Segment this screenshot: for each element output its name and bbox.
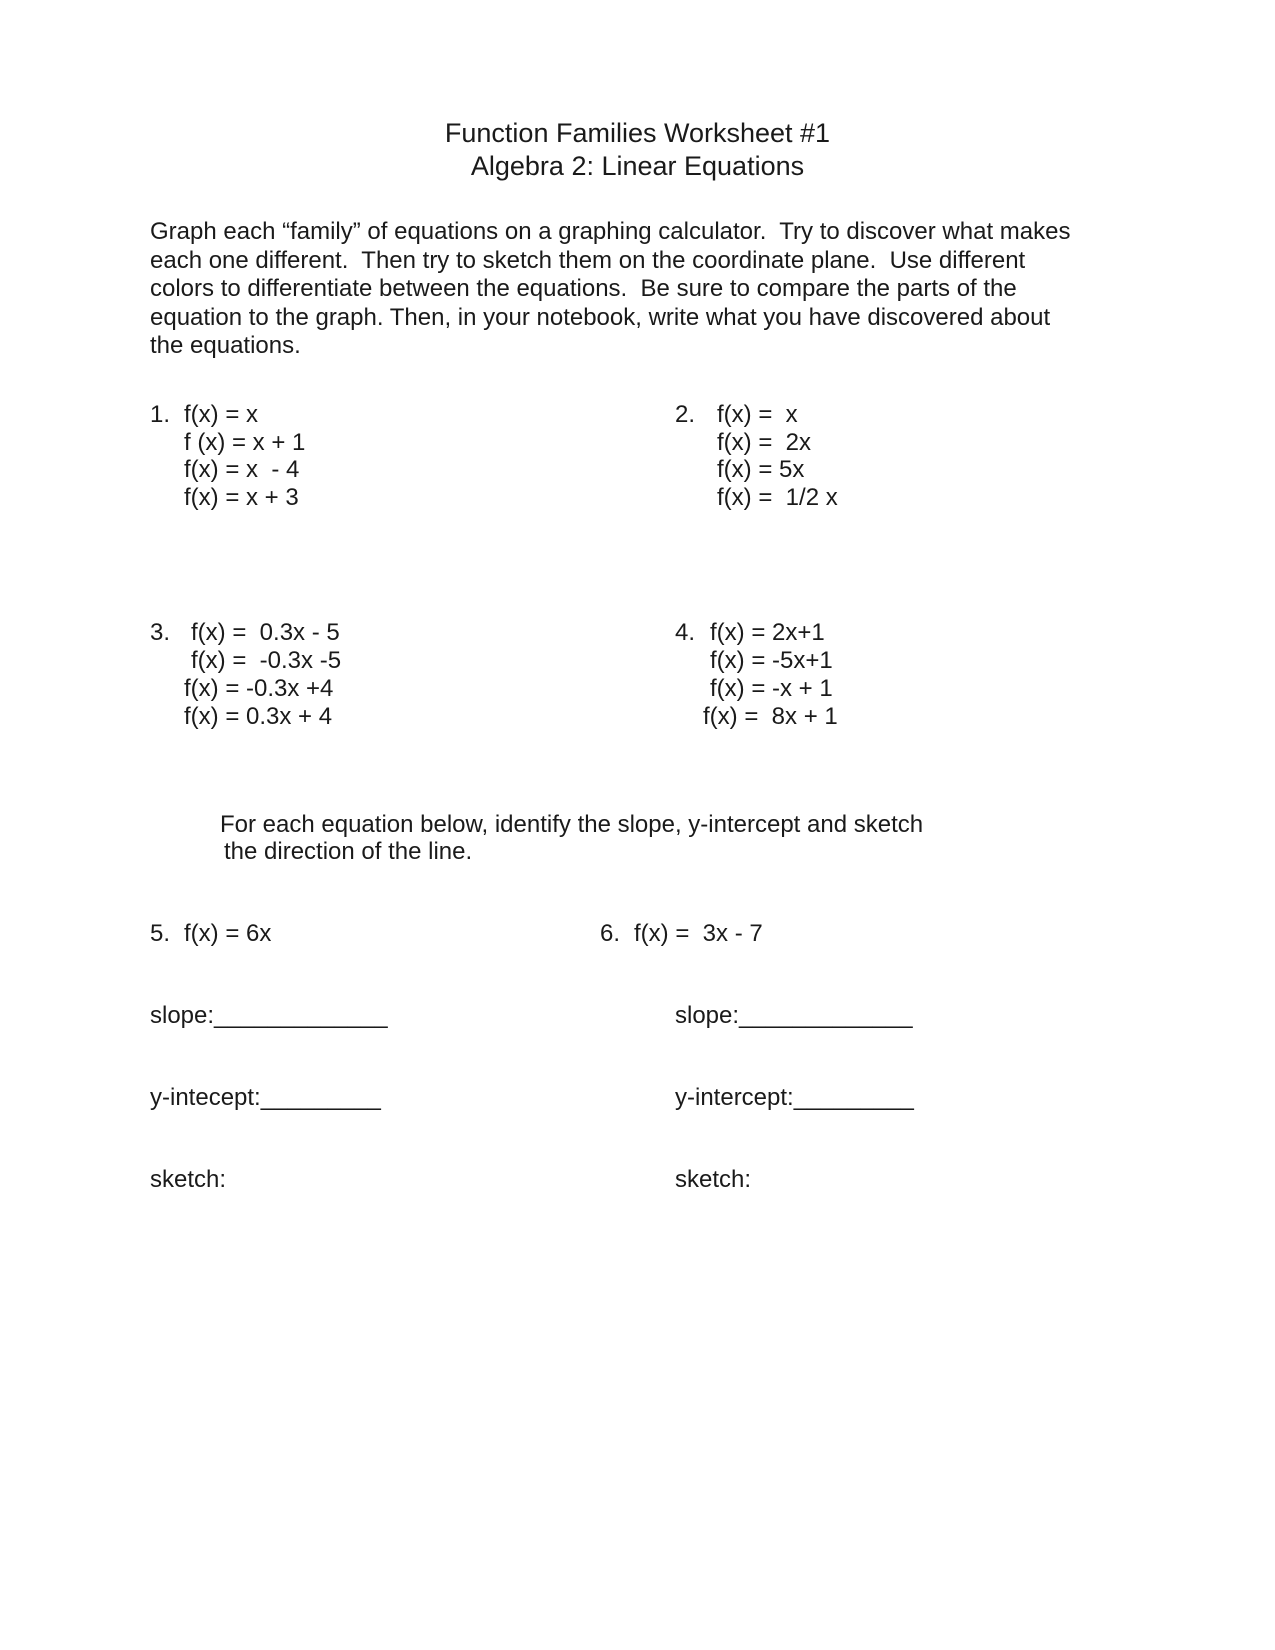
intro-line: Graph each “family” of equations on a graphing calculator. Try to discover what makes <box>150 218 1071 245</box>
slope-field[interactable]: slope:_____________ <box>150 1002 388 1029</box>
problem-number: 3. <box>150 619 171 646</box>
instructions-line: For each equation below, identify the slope, y-intercept and sketch <box>220 811 924 838</box>
intro-line: colors to differentiate between the equations. Be sure to compare the parts of the <box>150 275 1017 303</box>
y-intercept-field[interactable]: y-intercept:_________ <box>675 1084 914 1111</box>
equation: f(x) = 0.3x + 4 <box>184 703 333 730</box>
equation: f(x) = 5x <box>717 456 805 483</box>
sketch-area[interactable]: sketch: <box>150 1166 227 1193</box>
equation: f(x) = 8x + 1 <box>703 703 838 730</box>
equation: f(x) = -5x+1 <box>710 647 833 674</box>
equation: f(x) = x <box>184 401 259 428</box>
problem-number: 6. <box>600 920 621 947</box>
problem-number: 1. <box>150 401 171 428</box>
intro-line: equation to the graph. Then, in your notebook, write what you have discovered about <box>150 303 1051 331</box>
equation: f(x) = 2x <box>717 429 812 456</box>
sketch-area[interactable]: sketch: <box>675 1166 752 1193</box>
equation: f(x) = 1/2 x <box>717 484 838 511</box>
equation: f(x) = 3x - 7 <box>634 920 763 947</box>
intro-paragraph <box>150 218 1130 361</box>
equation: f(x) = x <box>717 401 798 428</box>
equation: f(x) = 6x <box>184 920 272 947</box>
equation: f(x) = 2x+1 <box>710 619 825 646</box>
problem-number: 5. <box>150 920 171 947</box>
intro-line: the equations. <box>150 332 301 360</box>
equation: f(x) = x - 4 <box>184 456 300 483</box>
equation: f (x) = x + 1 <box>184 429 306 456</box>
worksheet-subtitle: Algebra 2: Linear Equations <box>470 151 805 181</box>
y-intercept-field[interactable]: y-intecept:_________ <box>150 1084 381 1111</box>
slope-field[interactable]: slope:_____________ <box>675 1002 913 1029</box>
equation: f(x) = 0.3x - 5 <box>191 619 340 646</box>
problem-number: 2. <box>675 401 696 428</box>
equation: f(x) = -x + 1 <box>710 675 833 702</box>
intro-line: each one different. Then try to sketch them on the coordinate plane. Use different <box>150 246 1026 274</box>
problem-number: 4. <box>675 619 696 646</box>
equation: f(x) = -0.3x -5 <box>191 647 342 674</box>
worksheet-title: Function Families Worksheet #1 <box>444 118 831 148</box>
equation: f(x) = x + 3 <box>184 484 299 511</box>
instructions-line: the direction of the line. <box>224 838 473 865</box>
equation: f(x) = -0.3x +4 <box>184 675 334 702</box>
